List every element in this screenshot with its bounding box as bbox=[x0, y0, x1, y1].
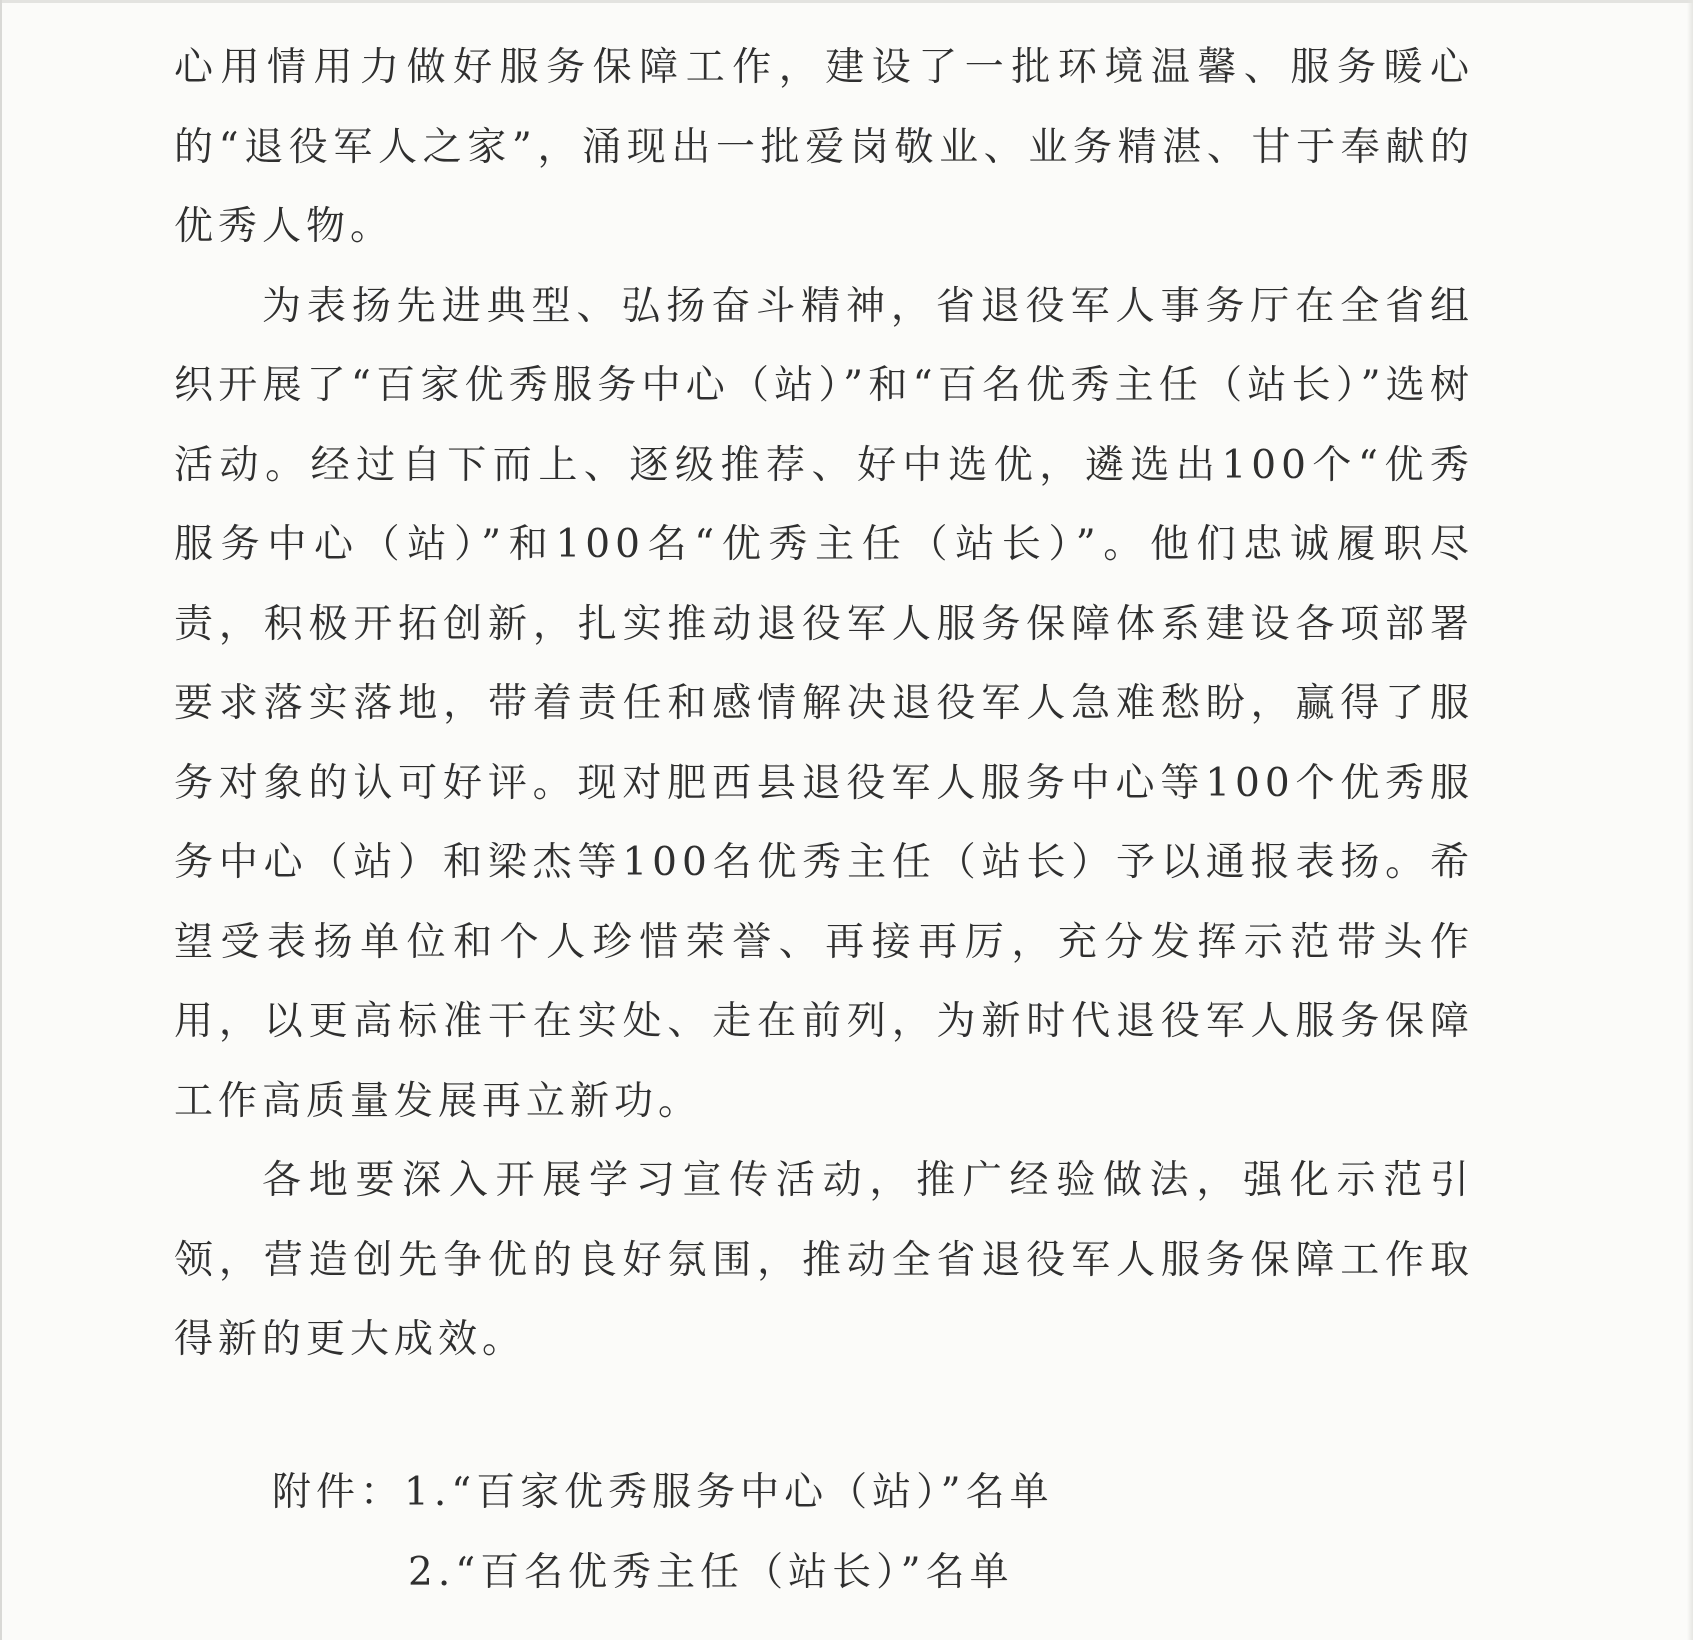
paragraph-1: 心用情用力做好服务保障工作，建设了一批环境温馨、服务暖心的“退役军人之家”，涌现出一批爱岗敬业、业务精湛、甘于奉献的优秀人物。 bbox=[174, 45, 1474, 249]
attachment-item-1: 1.“百家优秀服务中心（站）”名单 bbox=[404, 1470, 1054, 1515]
attachments-list bbox=[272, 1453, 1422, 1612]
scan-edge-right bbox=[1687, 0, 1693, 1640]
attachment-row-2 bbox=[272, 1533, 1422, 1613]
paragraph-2: 为表扬先进典型、弘扬奋斗精神，省退役军人事务厅在全省组织开展了“百家优秀服务中心（站）”和“百名优秀主任（站长）”选树活动。经过自下而上、逐级推荐、好中选优，遴选出100个“优秀服务中心（站）”和100名“优秀主任（站长）”。他们忠诚履职尽责，积极开拓创新，扎实推动退役军人服务保障体系建设各项部署要求落实落地，带着责任和感情解决退役军人急难愁盼，赢得了服务对象的认可好评。现对肥西县退役军人服务中心等100个优秀服务中心（站）和梁杰等100名优秀主任（站长）予以通报表扬。希望受表扬单位和个人珍惜荣誉、再接再厉，充分发挥示范带头作用，以更高标准干在实处、走在前列，为新时代退役军人服务保障工作高质量发展再立新功。 bbox=[174, 283, 1474, 1124]
attachment-row-1 bbox=[272, 1453, 1422, 1533]
attachments-label: 附件： bbox=[272, 1470, 405, 1515]
document-body bbox=[174, 28, 1474, 1380]
paragraph-3: 各地要深入开展学习宣传活动，推广经验做法，强化示范引领，营造创先争优的良好氛围，推动全省退役军人服务保障工作取得新的更大成效。 bbox=[174, 1158, 1474, 1362]
scan-edge-top bbox=[2, 0, 1693, 3]
attachment-item-2: 2.“百名优秀主任（站长）”名单 bbox=[408, 1549, 1014, 1595]
